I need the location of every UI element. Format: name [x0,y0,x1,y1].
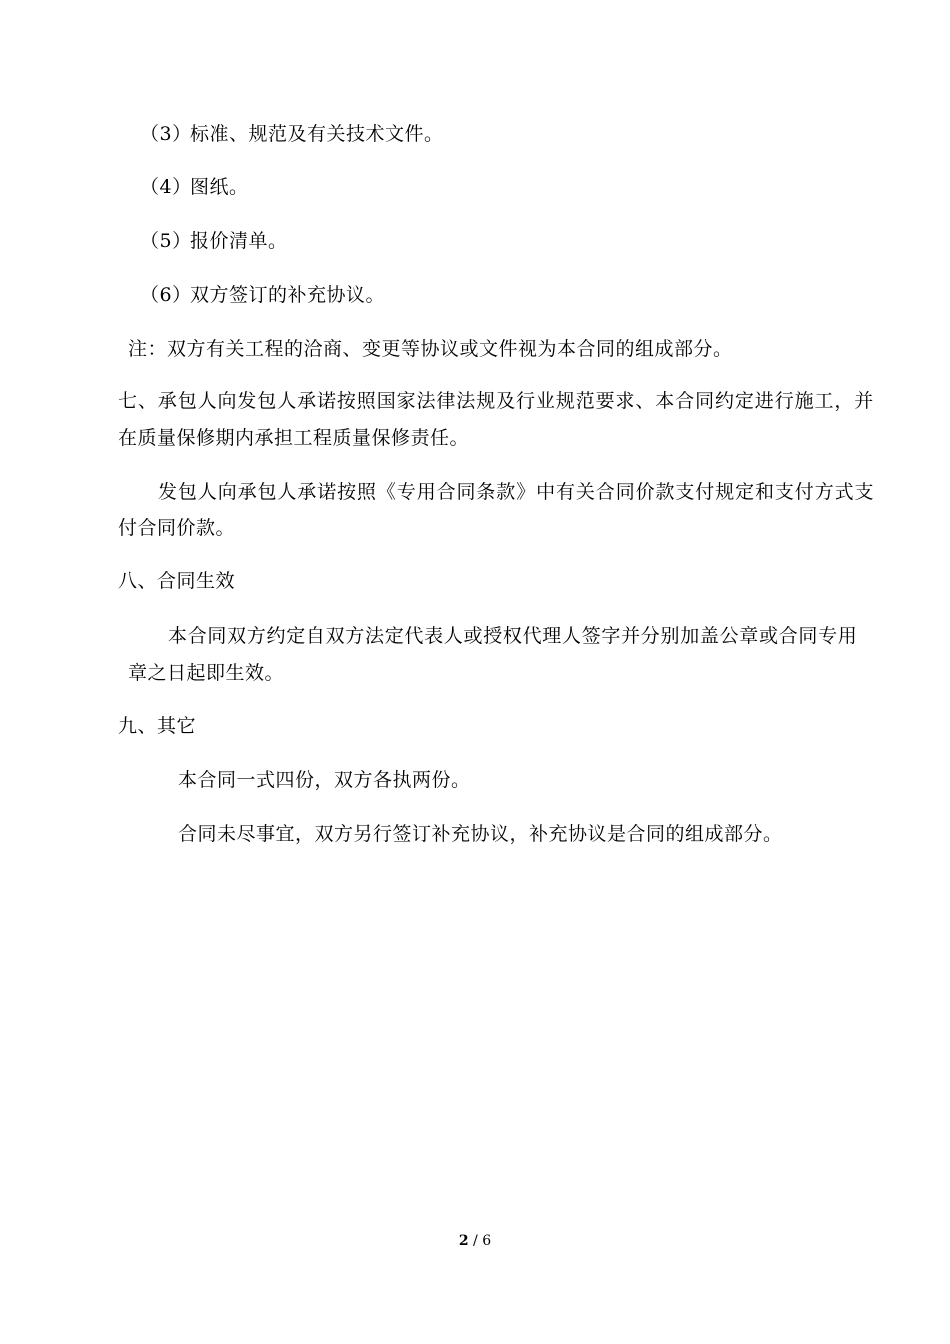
list-item-text: 报价清单。 [190,230,288,252]
section7-line1: 七、承包人向发包人承诺按照国家法律法规及行业规范要求、本合同约定进行施工，并 [118,390,875,412]
list-item-text: 双方签订的补充协议。 [190,284,386,306]
note-text: 注：双方有关工程的洽商、变更等协议或文件视为本合同的组成部分。 [128,338,733,360]
list-item-3 [140,122,444,146]
section8-line1: 本合同双方约定自双方法定代表人或授权代理人签字并分别加盖公章或合同专用 [168,625,858,647]
section8-line2: 章之日起即生效。 [128,662,285,684]
section7-para2-line1: 发包人向承包人承诺按照《专用合同条款》中有关合同价款支付规定和支付方式支 [158,481,875,503]
total-pages-number: 6 [482,1233,492,1249]
page-separator: / [468,1233,483,1249]
current-page-number: 2 [458,1233,469,1249]
list-item-number: （4） [140,176,192,198]
page-number [0,1232,950,1250]
list-item-5 [140,229,288,253]
section7-line2: 在质量保修期内承担工程质量保修责任。 [118,427,470,449]
list-item-text: 图纸。 [190,176,249,198]
section7-para2-line2: 付合同价款。 [118,517,236,539]
list-item-6 [140,283,385,307]
section8-heading: 八、合同生效 [118,570,236,592]
list-item-number: （5） [140,230,192,252]
section9-line1: 本合同一式四份，双方各执两份。 [178,769,471,791]
section9-heading: 九、其它 [118,715,197,737]
list-item-4 [140,175,249,199]
list-item-number: （3） [140,123,192,145]
list-item-number: （6） [140,284,192,306]
list-item-text: 标准、规范及有关技术文件。 [190,123,444,145]
section9-line2: 合同未尽事宜，双方另行签订补充协议，补充协议是合同的组成部分。 [178,823,783,845]
